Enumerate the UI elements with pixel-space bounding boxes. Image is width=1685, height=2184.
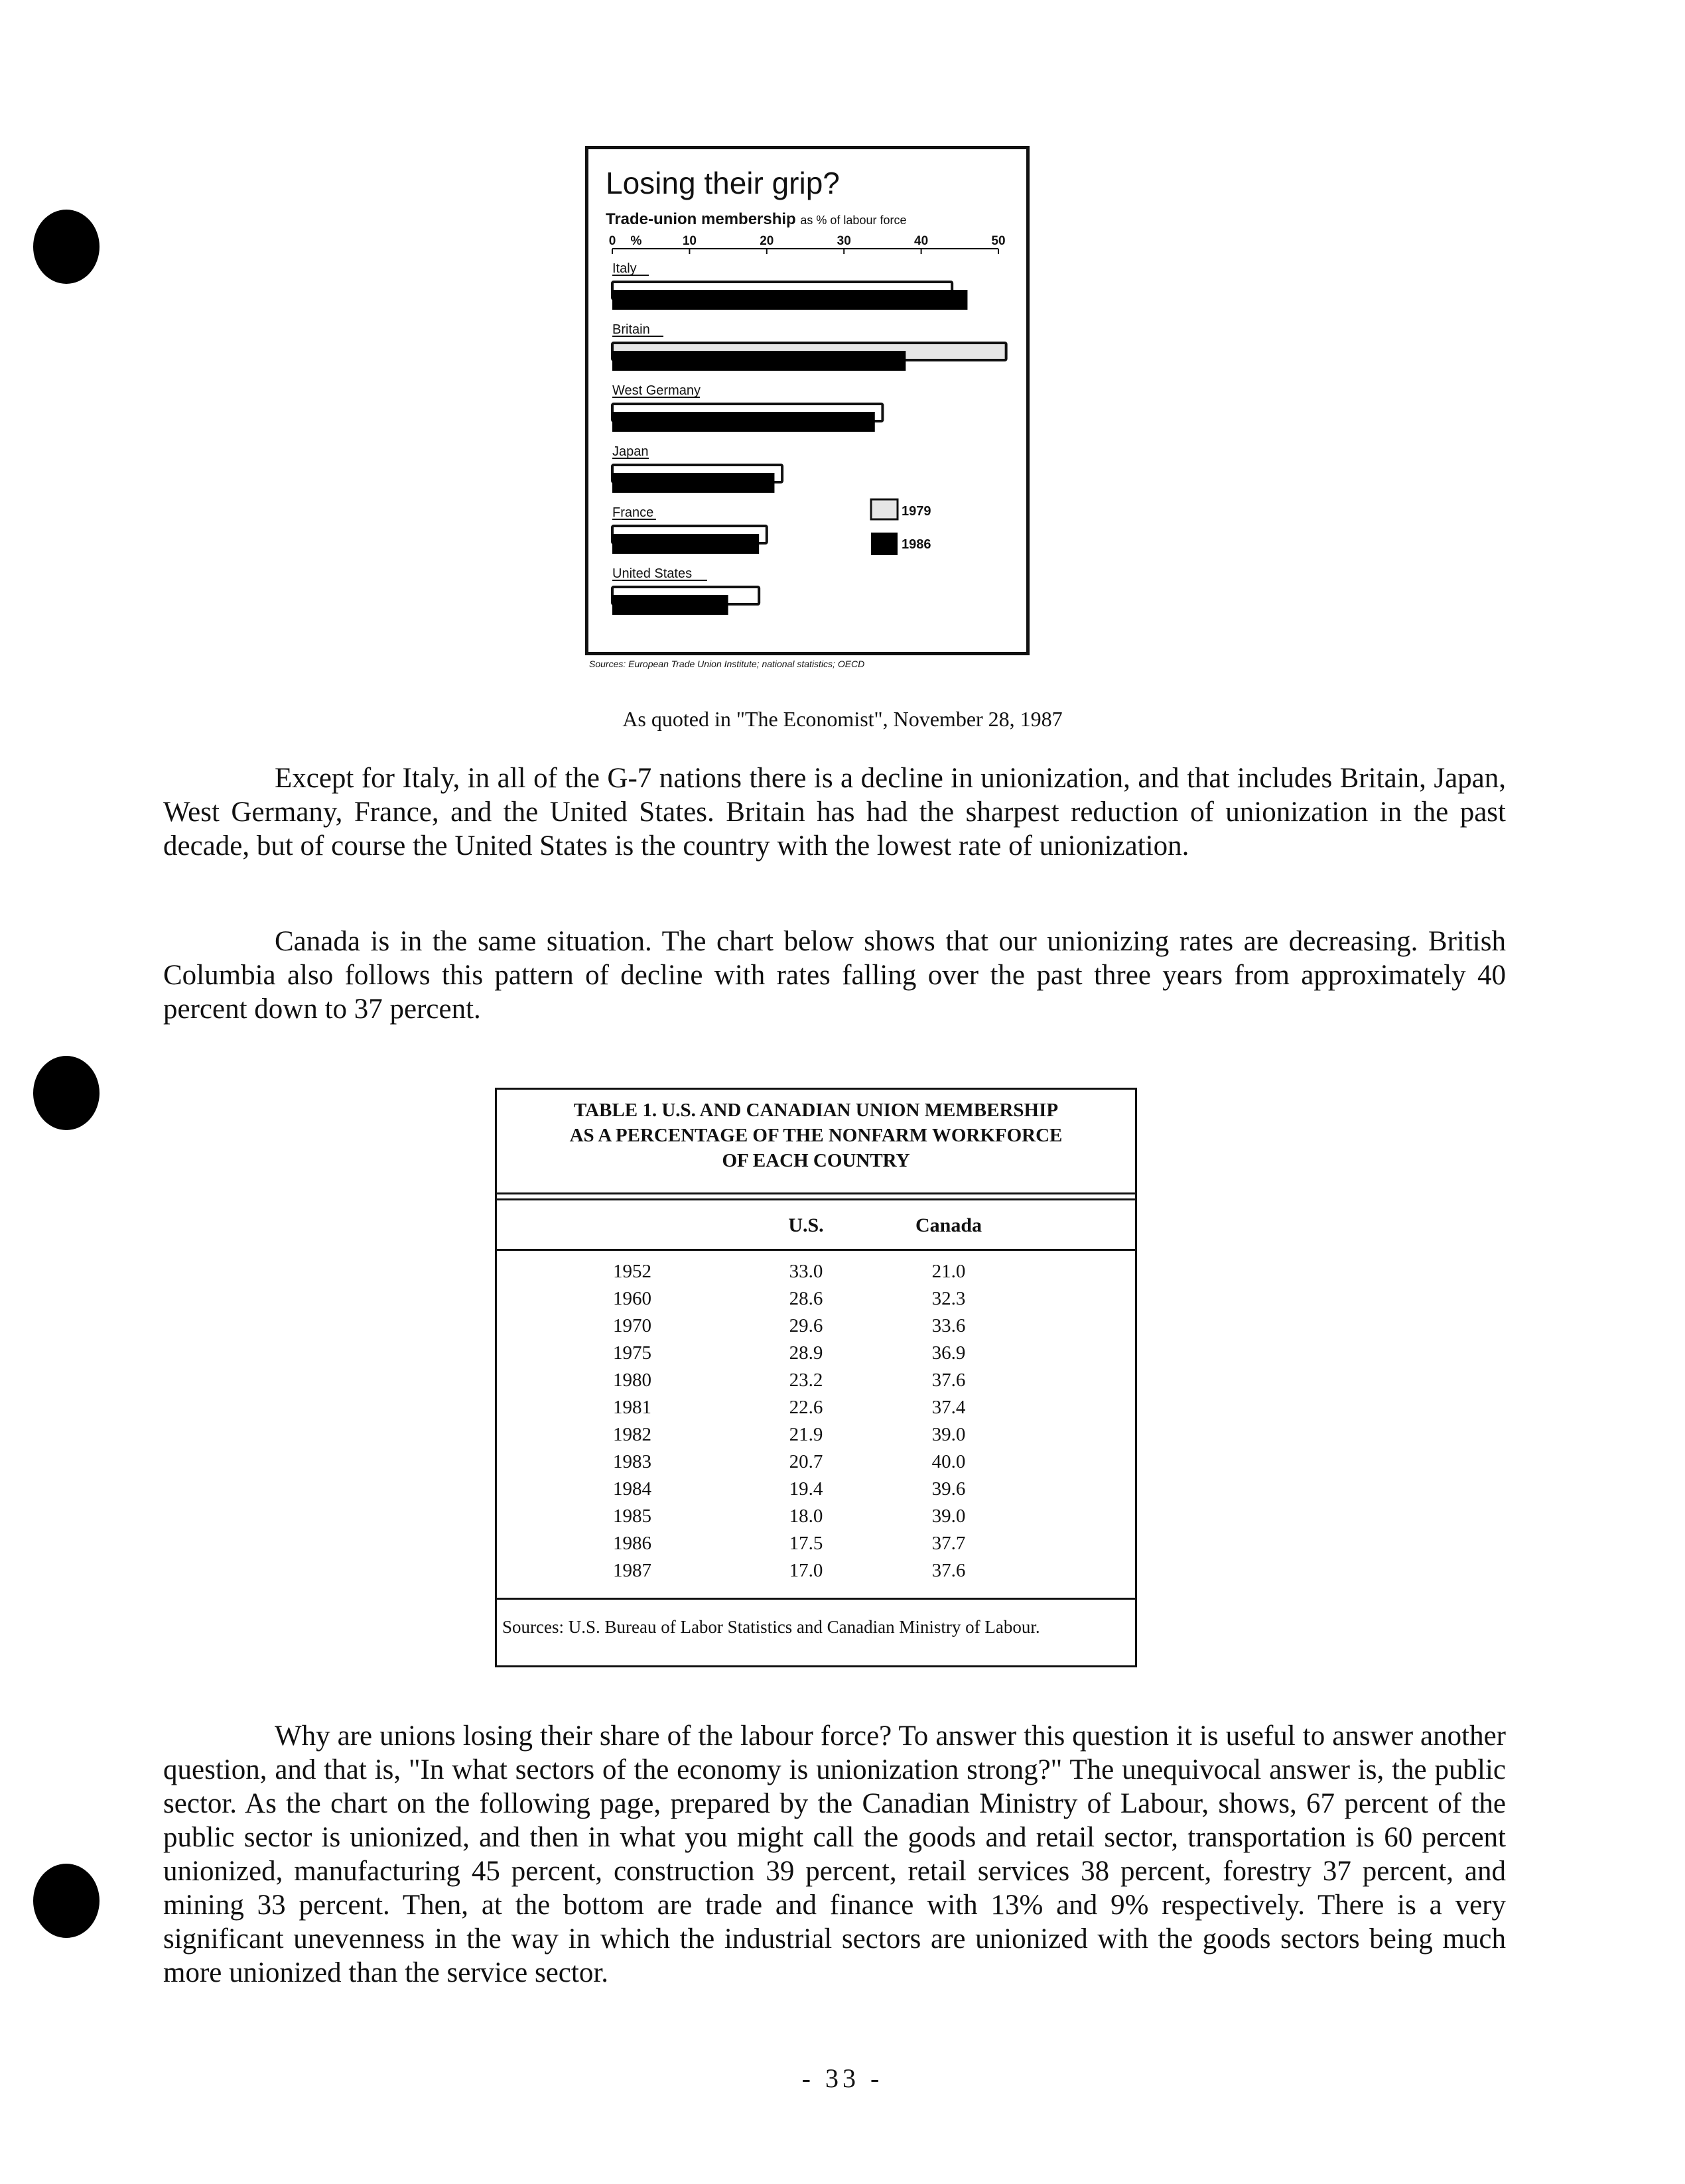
chart-source: Sources: European Trade Union Institute; national statistics; OECD bbox=[589, 659, 865, 669]
cell-canada: 40.0 bbox=[931, 1451, 966, 1472]
cell-canada: 37.6 bbox=[931, 1370, 966, 1391]
chart-category-label: Italy bbox=[612, 261, 637, 276]
cell-canada: 37.7 bbox=[931, 1533, 966, 1554]
legend-label-1979: 1979 bbox=[902, 504, 931, 519]
table-double-rule-top bbox=[497, 1192, 1135, 1194]
table-row bbox=[497, 1342, 1135, 1370]
cell-us: 28.6 bbox=[789, 1288, 823, 1309]
bar-1986 bbox=[612, 595, 728, 615]
bar-1986 bbox=[612, 534, 759, 554]
legend-swatch-1979 bbox=[871, 499, 898, 519]
table-footer-rule bbox=[497, 1598, 1135, 1600]
chart-plot bbox=[588, 149, 1026, 652]
paragraph-3 bbox=[163, 1719, 1506, 1990]
legend-swatch-1986 bbox=[871, 533, 898, 555]
cell-canada: 36.9 bbox=[931, 1342, 966, 1364]
cell-year: 1987 bbox=[613, 1560, 651, 1581]
cell-year: 1986 bbox=[613, 1533, 651, 1554]
punch-hole-middle bbox=[33, 1056, 100, 1130]
cell-canada: 33.6 bbox=[931, 1315, 966, 1336]
chart-caption: As quoted in "The Economist", November 28, 1987 bbox=[622, 707, 1063, 731]
chart-category-label: Japan bbox=[612, 444, 649, 459]
chart-tick-label: 30 bbox=[837, 234, 851, 248]
chart-tick-label: 0 bbox=[608, 234, 616, 248]
cell-us: 29.6 bbox=[789, 1315, 823, 1336]
punch-hole-bottom bbox=[33, 1864, 100, 1938]
table-title-line-2: AS A PERCENTAGE OF THE NONFARM WORKFORCE bbox=[569, 1125, 1063, 1146]
bar-1986 bbox=[612, 290, 967, 310]
chart-category-label: United States bbox=[612, 566, 693, 581]
chart-tick-label: % bbox=[630, 234, 642, 248]
bar-1986 bbox=[612, 351, 906, 371]
cell-us: 21.9 bbox=[789, 1424, 823, 1445]
legend-label-1986: 1986 bbox=[902, 537, 931, 552]
paragraph-2-text: Canada is in the same situation. The chart below shows that our unionizing rates are decreasing. British Columbia also follows this pattern of decline with rates falling over the past three years from approximately 40 percent down to 37 percent. bbox=[163, 926, 1506, 1025]
cell-canada: 37.4 bbox=[931, 1397, 966, 1418]
table-row bbox=[497, 1451, 1135, 1478]
cell-canada: 32.3 bbox=[931, 1288, 966, 1309]
paragraph-1 bbox=[163, 761, 1506, 863]
cell-us: 18.0 bbox=[789, 1506, 823, 1527]
cell-year: 1960 bbox=[613, 1288, 651, 1309]
punch-hole-top bbox=[33, 210, 100, 284]
table-row bbox=[497, 1315, 1135, 1342]
table-row bbox=[497, 1533, 1135, 1560]
chart-tick-label: 20 bbox=[760, 234, 774, 248]
table-header-rule bbox=[497, 1249, 1135, 1251]
bar-1986 bbox=[612, 473, 774, 493]
cell-canada: 39.0 bbox=[931, 1424, 966, 1445]
paragraph-3-text: Why are unions losing their share of the labour force? To answer this question it is useful to answer another question, and that is, "In what sectors of the economy is unionization strong?" The unequivocal answer is, the public sector. As the chart on the following page, prepared by the Canadian Ministry of Labour, shows, 67 percent of the public sector is unionized, and then in what you might call the goods and retail sector, transportation is 60 percent unionized, manufacturing 45 percent, construction 39 percent, retail services 38 percent, forestry 37 percent, and mining 33 percent. Then, at the bottom are trade and finance with 13% and 9% respectively. There is a very significant unevenness in the way in which the industrial sectors are unionized with the goods sectors being much more unionized than the service sector. bbox=[163, 1720, 1506, 1988]
table-source: Sources: U.S. Bureau of Labor Statistics and Canadian Ministry of Labour. bbox=[502, 1617, 1040, 1637]
cell-year: 1952 bbox=[613, 1261, 651, 1282]
table-title bbox=[497, 1098, 1135, 1173]
cell-us: 17.0 bbox=[789, 1560, 823, 1581]
paragraph-1-text: Except for Italy, in all of the G-7 nations there is a decline in unionization, and that includes Britain, Japan, West Germany, France, and the United States. Britain has had the sharpest reduction of unionization in the past decade, but of course the United States is the country with the lowest rate of unionization. bbox=[163, 763, 1506, 862]
header-us: U.S. bbox=[788, 1214, 824, 1236]
table-row bbox=[497, 1261, 1135, 1288]
chart-tick-label: 10 bbox=[682, 234, 697, 248]
cell-year: 1975 bbox=[613, 1342, 651, 1364]
union-membership-table bbox=[495, 1088, 1137, 1667]
cell-us: 28.9 bbox=[789, 1342, 823, 1364]
cell-us: 22.6 bbox=[789, 1397, 823, 1418]
cell-year: 1983 bbox=[613, 1451, 651, 1472]
chart-tick-label: 50 bbox=[991, 234, 1006, 248]
chart-subtitle-unit: as % of labour force bbox=[800, 214, 907, 227]
table-row bbox=[497, 1370, 1135, 1397]
table-title-line-1: TABLE 1. U.S. AND CANADIAN UNION MEMBERSHIP bbox=[573, 1100, 1059, 1121]
union-chart bbox=[585, 146, 1030, 655]
chart-category-label: Britain bbox=[612, 322, 650, 337]
cell-year: 1985 bbox=[613, 1506, 651, 1527]
table-row bbox=[497, 1424, 1135, 1451]
header-canada: Canada bbox=[915, 1214, 982, 1236]
page-number: - 33 - bbox=[801, 2063, 884, 2093]
chart-category-label: West Germany bbox=[612, 383, 701, 398]
chart-subtitle-main: Trade-union membership bbox=[606, 210, 796, 228]
cell-year: 1980 bbox=[613, 1370, 651, 1391]
paragraph-2 bbox=[163, 925, 1506, 1026]
table-title-line-3: OF EACH COUNTRY bbox=[722, 1150, 910, 1171]
cell-canada: 39.6 bbox=[931, 1478, 966, 1500]
cell-year: 1970 bbox=[613, 1315, 651, 1336]
cell-year: 1981 bbox=[613, 1397, 651, 1418]
chart-title: Losing their grip? bbox=[606, 166, 840, 200]
table-row bbox=[497, 1506, 1135, 1533]
chart-category-label: France bbox=[612, 505, 654, 520]
bar-1986 bbox=[612, 412, 875, 432]
cell-us: 33.0 bbox=[789, 1261, 823, 1282]
cell-year: 1984 bbox=[613, 1478, 651, 1500]
cell-us: 23.2 bbox=[789, 1370, 823, 1391]
table-row bbox=[497, 1397, 1135, 1424]
cell-canada: 21.0 bbox=[931, 1261, 966, 1282]
cell-us: 19.4 bbox=[789, 1478, 823, 1500]
table-row bbox=[497, 1560, 1135, 1587]
cell-year: 1982 bbox=[613, 1424, 651, 1445]
cell-us: 20.7 bbox=[789, 1451, 823, 1472]
chart-tick-label: 40 bbox=[914, 234, 929, 248]
table-row bbox=[497, 1288, 1135, 1315]
cell-us: 17.5 bbox=[789, 1533, 823, 1554]
table-row bbox=[497, 1478, 1135, 1506]
cell-canada: 37.6 bbox=[931, 1560, 966, 1581]
cell-canada: 39.0 bbox=[931, 1506, 966, 1527]
table-double-rule-bottom bbox=[497, 1198, 1135, 1200]
